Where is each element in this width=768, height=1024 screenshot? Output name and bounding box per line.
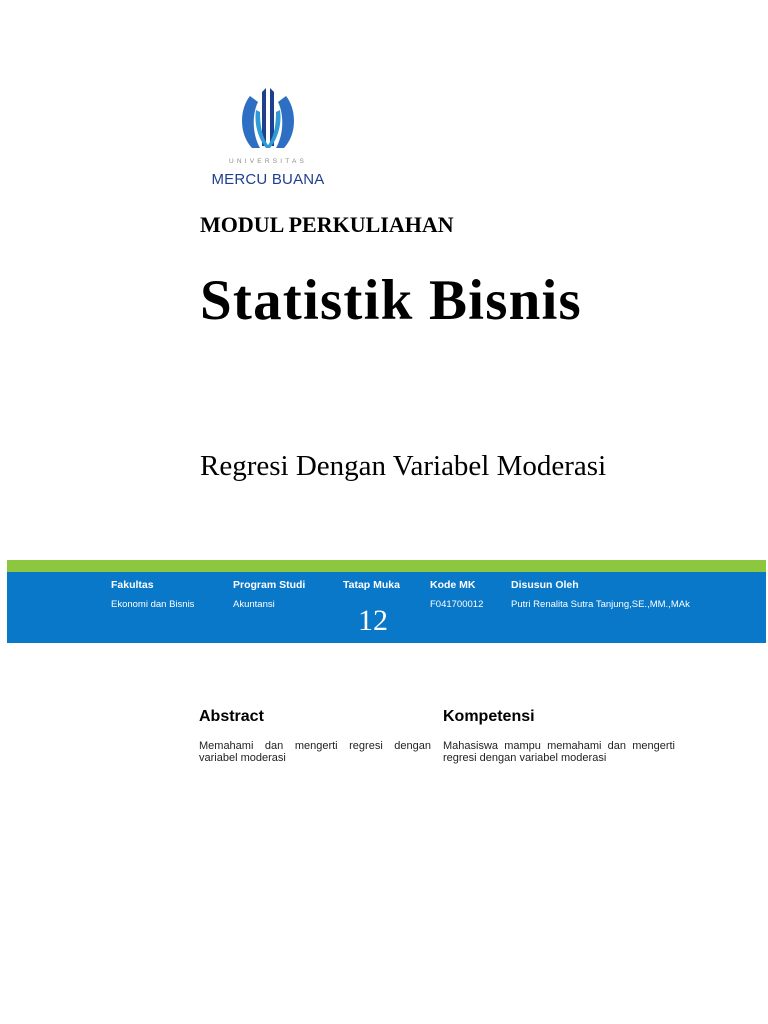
- university-logo: [200, 88, 336, 196]
- logo-universitas-text: UNIVERSITAS: [228, 158, 308, 165]
- abstract-body: Memahami dan mengerti regresi dengan variabel moderasi: [199, 740, 431, 764]
- course-info-band: [7, 572, 766, 643]
- info-program-studi-value: Akuntansi: [233, 599, 275, 610]
- info-fakultas-value: Ekonomi dan Bisnis: [111, 599, 195, 610]
- kompetensi-body: Mahasiswa mampu memahami dan mengerti regresi dengan variabel moderasi: [443, 740, 675, 764]
- abstract-heading: Abstract: [199, 708, 264, 725]
- info-tatap-muka-value: 12: [358, 604, 388, 637]
- course-title: Statistik Bisnis: [200, 269, 582, 332]
- modul-label: MODUL PERKULIAHAN: [200, 212, 454, 237]
- info-fakultas-header: Fakultas: [111, 579, 154, 591]
- logo-institution-name: MERCU BUANA: [211, 171, 325, 188]
- info-program-studi-header: Program Studi: [233, 579, 306, 591]
- info-disusun-oleh-value: Putri Renalita Sutra Tanjung,SE.,MM.,MAk: [511, 599, 690, 610]
- module-subtitle: Regresi Dengan Variabel Moderasi: [200, 450, 607, 482]
- info-kode-mk-value: F041700012: [430, 599, 484, 610]
- mercu-buana-emblem-icon: [200, 88, 336, 158]
- info-tatap-muka-header: Tatap Muka: [343, 579, 400, 591]
- info-kode-mk-header: Kode MK: [430, 579, 476, 591]
- kompetensi-heading: Kompetensi: [443, 708, 535, 725]
- accent-stripe: [7, 560, 766, 572]
- info-disusun-oleh-header: Disusun Oleh: [511, 579, 579, 591]
